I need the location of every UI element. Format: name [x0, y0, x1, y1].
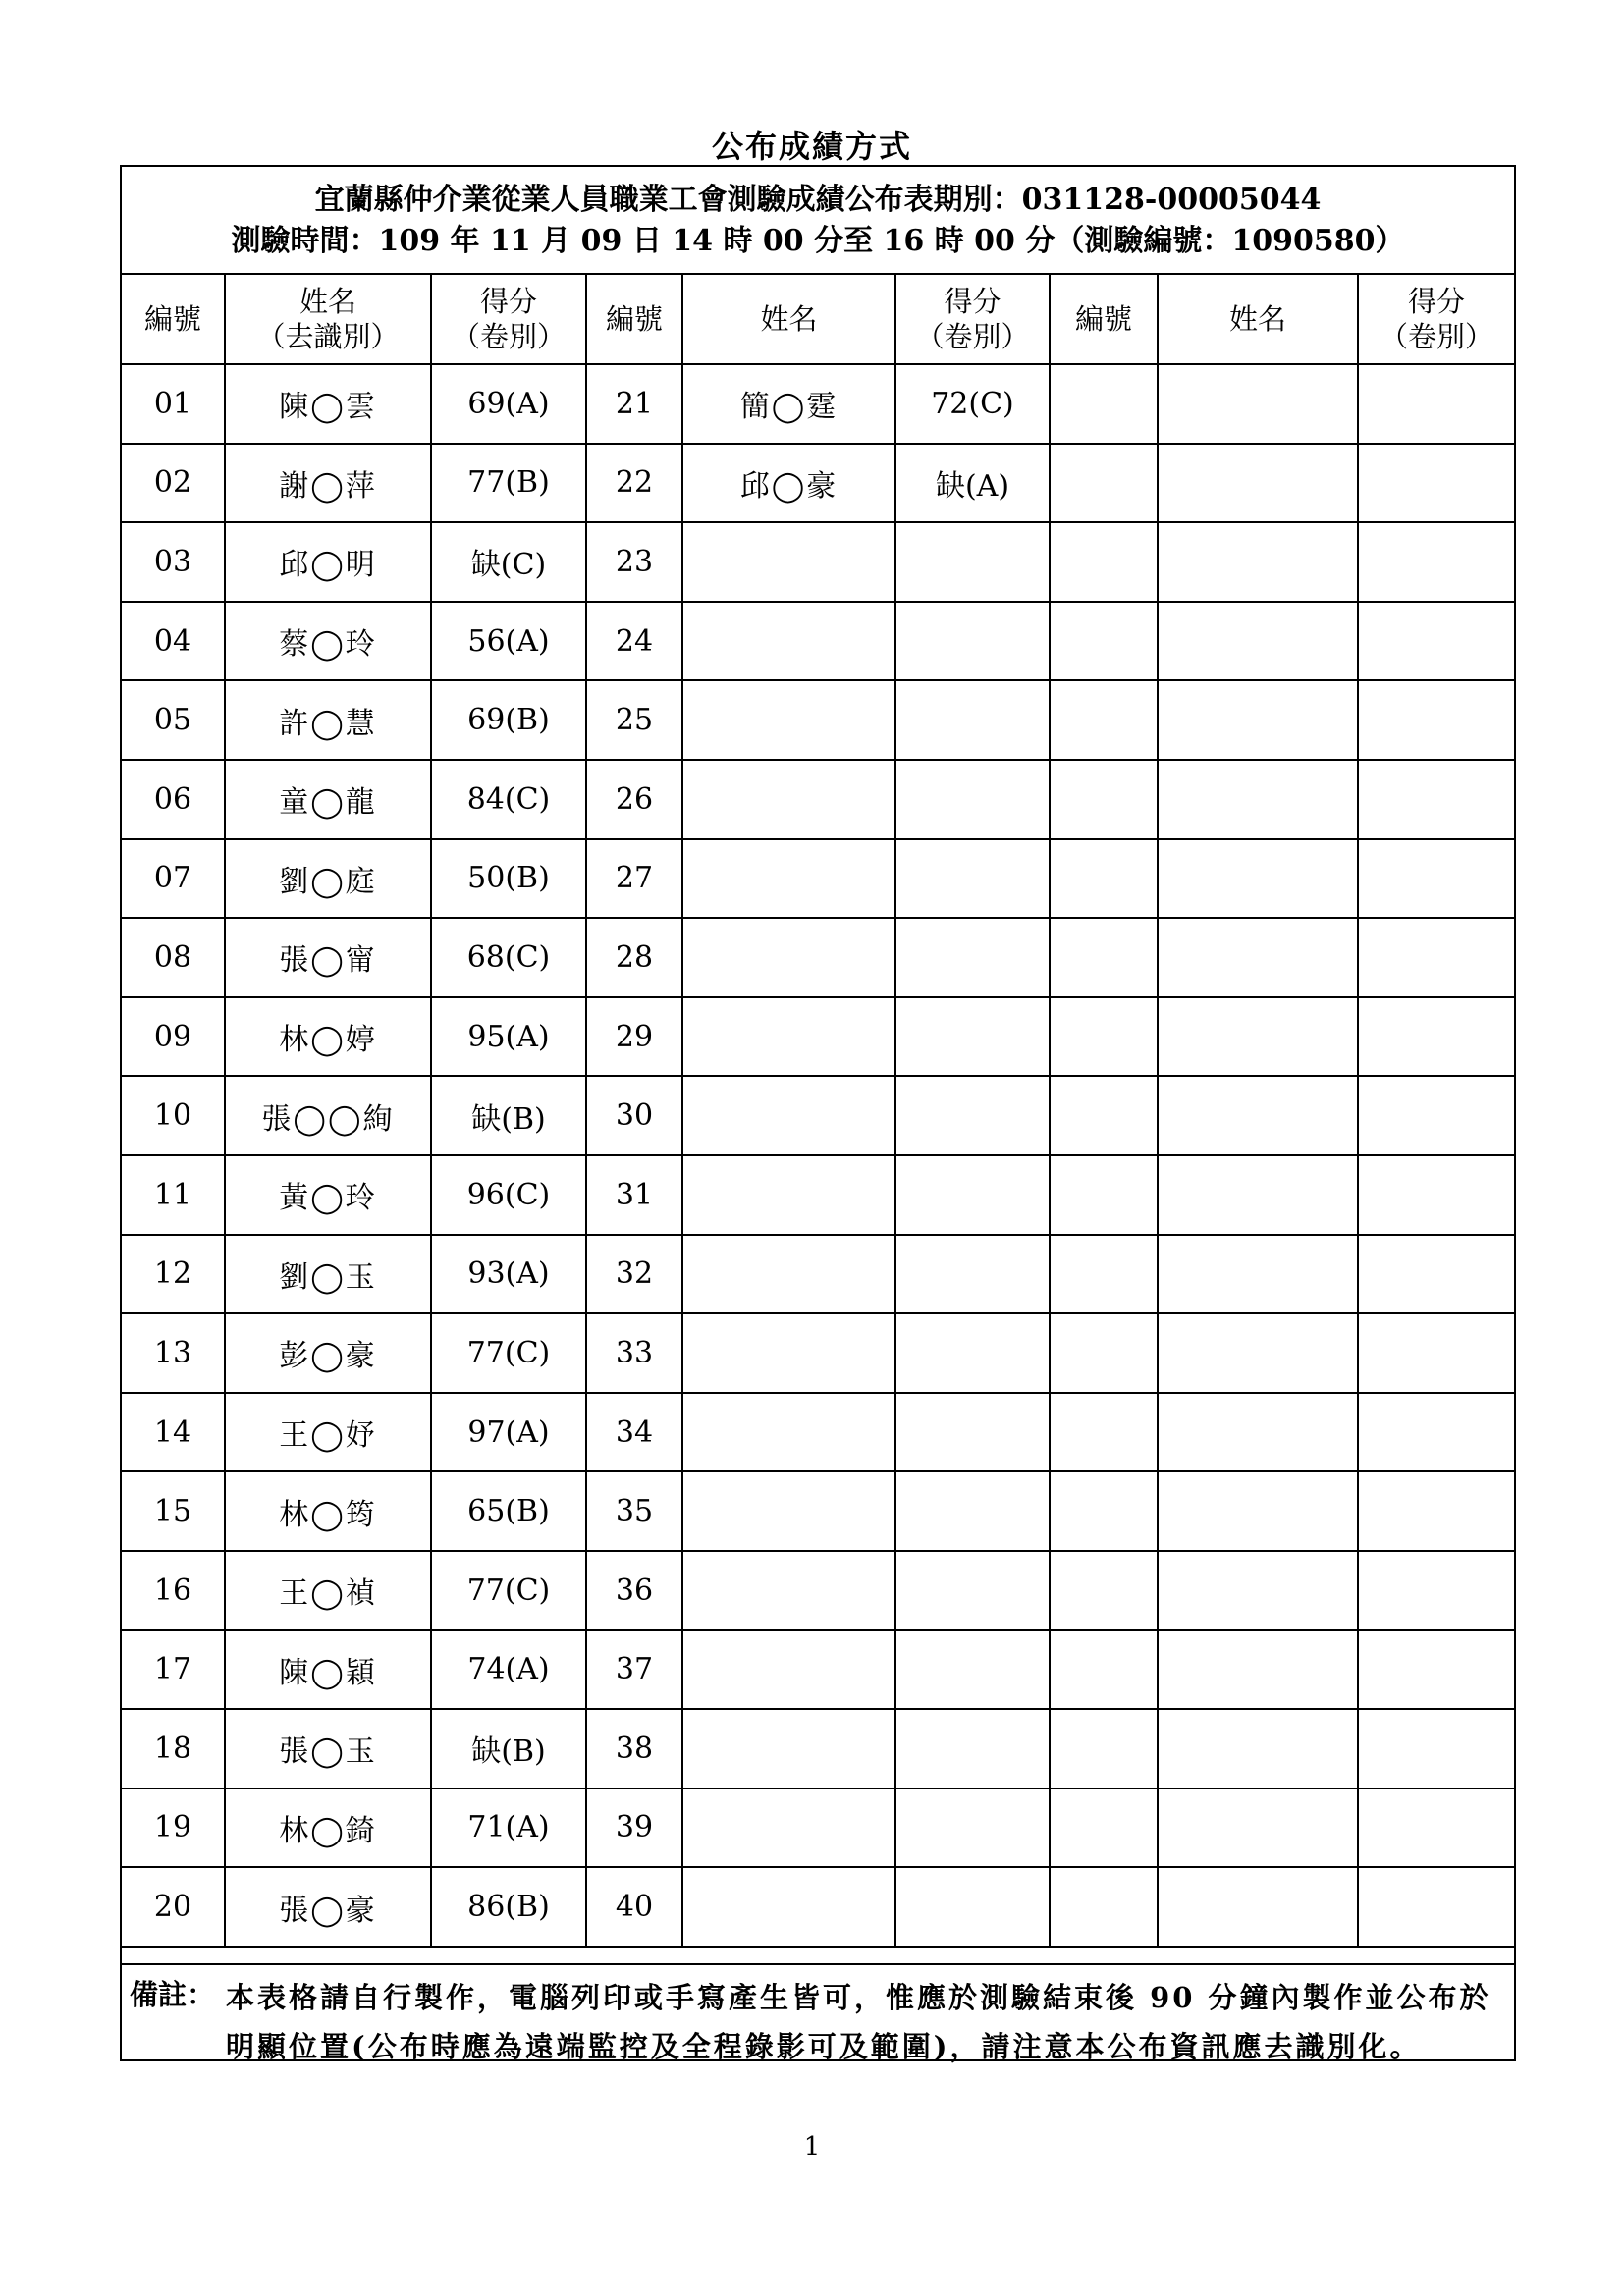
score-cell	[895, 1789, 1050, 1868]
name-cell: 簡◯霆	[682, 364, 895, 444]
score-cell: 56(A)	[431, 602, 586, 681]
score-cell: 50(B)	[431, 839, 586, 919]
name-cell	[1158, 1155, 1358, 1235]
name-cell: 張◯豪	[225, 1867, 431, 1947]
number-cell: 20	[122, 1867, 225, 1947]
col-paper-label-3: （卷別）	[1379, 320, 1493, 353]
number-cell: 38	[586, 1709, 682, 1789]
name-cell: 謝◯萍	[225, 444, 431, 523]
name-cell	[682, 1867, 895, 1947]
page-number: 1	[803, 2132, 821, 2162]
number-cell: 11	[122, 1155, 225, 1235]
name-cell: 陳◯穎	[225, 1630, 431, 1710]
table-row	[122, 1867, 1514, 1947]
number-cell	[1050, 839, 1158, 919]
col-paper-label-2: （卷別）	[915, 320, 1030, 353]
table-row	[122, 997, 1514, 1077]
number-cell: 22	[586, 444, 682, 523]
table-row	[122, 680, 1514, 760]
number-cell: 23	[586, 522, 682, 602]
name-cell	[682, 997, 895, 1077]
number-cell	[1050, 760, 1158, 839]
number-cell	[1050, 1709, 1158, 1789]
number-cell	[1050, 522, 1158, 602]
number-cell: 37	[586, 1630, 682, 1710]
name-cell: 林◯筠	[225, 1471, 431, 1551]
col-score-label-2: 得分	[944, 285, 1001, 318]
score-cell	[1358, 918, 1514, 997]
name-cell	[1158, 1471, 1358, 1551]
name-cell	[682, 1076, 895, 1155]
col-paper-label: （卷別）	[451, 320, 566, 353]
name-cell: 林◯錡	[225, 1789, 431, 1868]
name-cell	[1158, 1235, 1358, 1314]
number-cell	[1050, 1155, 1158, 1235]
name-cell	[1158, 1867, 1358, 1947]
score-cell	[895, 522, 1050, 602]
score-cell	[1358, 1235, 1514, 1314]
name-cell	[682, 602, 895, 681]
number-cell: 35	[586, 1471, 682, 1551]
table-row	[122, 522, 1514, 602]
name-cell	[682, 1709, 895, 1789]
score-cell	[1358, 997, 1514, 1077]
score-cell: 95(A)	[431, 997, 586, 1077]
name-cell	[1158, 760, 1358, 839]
name-cell	[1158, 997, 1358, 1077]
col-number-header-2: 編號	[586, 275, 682, 364]
number-cell	[1050, 997, 1158, 1077]
score-cell	[1358, 760, 1514, 839]
score-cell: 93(A)	[431, 1235, 586, 1314]
score-cell	[1358, 364, 1514, 444]
number-cell: 12	[122, 1235, 225, 1314]
name-cell	[1158, 1393, 1358, 1472]
score-cell	[1358, 1471, 1514, 1551]
number-cell: 14	[122, 1393, 225, 1472]
number-cell: 07	[122, 839, 225, 919]
score-table-body	[122, 364, 1514, 1947]
number-cell: 32	[586, 1235, 682, 1314]
number-cell	[1050, 1789, 1158, 1868]
name-cell: 劉◯庭	[225, 839, 431, 919]
score-cell: 77(C)	[431, 1551, 586, 1630]
name-cell	[682, 1551, 895, 1630]
score-cell: 65(B)	[431, 1471, 586, 1551]
name-cell	[1158, 839, 1358, 919]
table-row	[122, 1471, 1514, 1551]
table-row	[122, 1155, 1514, 1235]
name-cell	[1158, 444, 1358, 523]
name-cell	[1158, 1709, 1358, 1789]
number-cell: 10	[122, 1076, 225, 1155]
number-cell: 36	[586, 1551, 682, 1630]
score-cell	[1358, 1076, 1514, 1155]
name-cell: 張◯甯	[225, 918, 431, 997]
score-cell: 71(A)	[431, 1789, 586, 1868]
score-cell	[895, 1551, 1050, 1630]
number-cell: 08	[122, 918, 225, 997]
number-cell: 16	[122, 1551, 225, 1630]
col-score-header	[431, 275, 586, 364]
remark-label: 備註：	[130, 1978, 216, 2011]
table-row	[122, 839, 1514, 919]
score-cell	[895, 680, 1050, 760]
name-cell: 張◯玉	[225, 1709, 431, 1789]
name-cell: 邱◯明	[225, 522, 431, 602]
score-cell: 69(B)	[431, 680, 586, 760]
number-cell	[1050, 1313, 1158, 1393]
number-cell	[1050, 1393, 1158, 1472]
score-cell	[1358, 1313, 1514, 1393]
score-cell: 96(C)	[431, 1155, 586, 1235]
score-cell	[1358, 839, 1514, 919]
score-cell: 69(A)	[431, 364, 586, 444]
col-name-label: 姓名	[298, 285, 356, 318]
number-cell	[1050, 1630, 1158, 1710]
score-cell: 77(B)	[431, 444, 586, 523]
number-cell: 34	[586, 1393, 682, 1472]
number-cell: 39	[586, 1789, 682, 1868]
score-table-frame	[120, 165, 1516, 2061]
number-cell: 17	[122, 1630, 225, 1710]
name-cell: 王◯妤	[225, 1393, 431, 1472]
number-cell: 27	[586, 839, 682, 919]
score-cell	[1358, 1867, 1514, 1947]
score-cell	[895, 1393, 1050, 1472]
number-cell: 03	[122, 522, 225, 602]
name-cell	[682, 680, 895, 760]
number-cell	[1050, 918, 1158, 997]
number-cell: 13	[122, 1313, 225, 1393]
table-row	[122, 1630, 1514, 1710]
table-row	[122, 444, 1514, 523]
number-cell: 28	[586, 918, 682, 997]
number-cell: 26	[586, 760, 682, 839]
name-cell: 劉◯玉	[225, 1235, 431, 1314]
score-cell: 缺(A)	[895, 444, 1050, 523]
score-cell	[1358, 1789, 1514, 1868]
col-name-header-2: 姓名	[682, 275, 895, 364]
score-cell: 74(A)	[431, 1630, 586, 1710]
number-cell: 25	[586, 680, 682, 760]
col-score-label: 得分	[479, 285, 537, 318]
table-row	[122, 1076, 1514, 1155]
name-cell: 彭◯豪	[225, 1313, 431, 1393]
col-number-header: 編號	[122, 275, 225, 364]
name-cell: 黃◯玲	[225, 1155, 431, 1235]
name-cell	[682, 1235, 895, 1314]
number-cell: 40	[586, 1867, 682, 1947]
name-cell: 林◯婷	[225, 997, 431, 1077]
score-cell	[895, 1155, 1050, 1235]
name-cell: 王◯禎	[225, 1551, 431, 1630]
score-cell	[895, 1313, 1050, 1393]
col-score-label-3: 得分	[1407, 285, 1465, 318]
score-cell	[1358, 522, 1514, 602]
number-cell	[1050, 1471, 1158, 1551]
name-cell	[682, 1789, 895, 1868]
name-cell	[682, 760, 895, 839]
name-cell	[682, 1471, 895, 1551]
score-cell: 97(A)	[431, 1393, 586, 1472]
name-cell	[682, 1630, 895, 1710]
score-cell	[1358, 680, 1514, 760]
table-row	[122, 1551, 1514, 1630]
name-cell	[682, 839, 895, 919]
number-cell: 04	[122, 602, 225, 681]
col-name-header-3: 姓名	[1158, 275, 1358, 364]
score-cell	[895, 1471, 1050, 1551]
score-cell	[895, 839, 1050, 919]
score-cell	[1358, 1551, 1514, 1630]
number-cell: 31	[586, 1155, 682, 1235]
name-cell: 陳◯雲	[225, 364, 431, 444]
name-cell	[682, 522, 895, 602]
number-cell: 30	[586, 1076, 682, 1155]
score-cell	[1358, 1393, 1514, 1472]
name-cell	[1158, 1313, 1358, 1393]
number-cell: 19	[122, 1789, 225, 1868]
score-cell: 72(C)	[895, 364, 1050, 444]
name-cell	[682, 918, 895, 997]
name-cell	[1158, 522, 1358, 602]
table-row	[122, 602, 1514, 681]
number-cell	[1050, 680, 1158, 760]
name-cell	[682, 1313, 895, 1393]
score-cell	[895, 602, 1050, 681]
col-deid-label: （去識別）	[256, 320, 400, 353]
table-row	[122, 1393, 1514, 1472]
name-cell	[1158, 680, 1358, 760]
score-cell	[895, 1630, 1050, 1710]
number-cell: 21	[586, 364, 682, 444]
score-cell	[1358, 602, 1514, 681]
number-cell: 18	[122, 1709, 225, 1789]
number-cell: 02	[122, 444, 225, 523]
table-row	[122, 1313, 1514, 1393]
score-cell: 86(B)	[431, 1867, 586, 1947]
name-cell: 邱◯豪	[682, 444, 895, 523]
table-row	[122, 1789, 1514, 1868]
score-cell	[895, 1867, 1050, 1947]
score-table	[122, 275, 1514, 1948]
number-cell	[1050, 602, 1158, 681]
number-cell: 33	[586, 1313, 682, 1393]
number-cell: 29	[586, 997, 682, 1077]
table-row	[122, 1709, 1514, 1789]
name-cell	[1158, 1630, 1358, 1710]
number-cell	[1050, 1235, 1158, 1314]
table-row	[122, 364, 1514, 444]
number-cell: 15	[122, 1471, 225, 1551]
score-cell	[1358, 1709, 1514, 1789]
score-cell	[895, 1076, 1050, 1155]
col-score-header-3	[1358, 275, 1514, 364]
table-header	[122, 167, 1514, 275]
number-cell	[1050, 364, 1158, 444]
score-cell	[895, 997, 1050, 1077]
number-cell: 01	[122, 364, 225, 444]
score-cell	[895, 1235, 1050, 1314]
score-cell	[895, 918, 1050, 997]
score-cell	[895, 760, 1050, 839]
remark-text: 本表格請自行製作，電腦列印或手寫產生皆可，惟應於測驗結束後 90 分鐘內製作並公布於明顯位置(公布時應為遠端監控及全程錄影可及範圍)，請注意本公布資訊應去識別化。	[226, 1981, 1491, 2063]
number-cell: 06	[122, 760, 225, 839]
col-score-header-2	[895, 275, 1050, 364]
remark-section	[122, 1963, 1514, 2063]
name-cell	[1158, 364, 1358, 444]
name-cell	[682, 1393, 895, 1472]
number-cell	[1050, 1867, 1158, 1947]
number-cell: 24	[586, 602, 682, 681]
name-cell: 童◯龍	[225, 760, 431, 839]
name-cell: 張◯◯絢	[225, 1076, 431, 1155]
header-period-line: 宜蘭縣仲介業從業人員職業工會測驗成績公布表期別：031128-00005044	[314, 183, 1322, 217]
score-cell: 77(C)	[431, 1313, 586, 1393]
score-cell	[1358, 1630, 1514, 1710]
name-cell	[1158, 1076, 1358, 1155]
name-cell: 許◯慧	[225, 680, 431, 760]
score-cell	[1358, 1155, 1514, 1235]
table-row	[122, 1235, 1514, 1314]
name-cell	[1158, 602, 1358, 681]
score-cell: 缺(C)	[431, 522, 586, 602]
score-cell: 68(C)	[431, 918, 586, 997]
number-cell	[1050, 1076, 1158, 1155]
name-cell	[1158, 918, 1358, 997]
score-cell: 84(C)	[431, 760, 586, 839]
score-cell: 缺(B)	[431, 1076, 586, 1155]
page-title: 公布成績方式	[711, 128, 912, 165]
header-exam-time-line: 測驗時間：109 年 11 月 09 日 14 時 00 分至 16 時 00 分（測驗編號：1090580）	[231, 224, 1405, 258]
col-name-deid-header	[225, 275, 431, 364]
number-cell	[1050, 444, 1158, 523]
name-cell	[682, 1155, 895, 1235]
score-cell	[1358, 444, 1514, 523]
name-cell	[1158, 1789, 1358, 1868]
score-cell	[895, 1709, 1050, 1789]
col-number-header-3: 編號	[1050, 275, 1158, 364]
column-header-row	[122, 275, 1514, 364]
number-cell: 05	[122, 680, 225, 760]
number-cell	[1050, 1551, 1158, 1630]
name-cell	[1158, 1551, 1358, 1630]
name-cell: 蔡◯玲	[225, 602, 431, 681]
table-row	[122, 760, 1514, 839]
number-cell: 09	[122, 997, 225, 1077]
score-cell: 缺(B)	[431, 1709, 586, 1789]
table-row	[122, 918, 1514, 997]
